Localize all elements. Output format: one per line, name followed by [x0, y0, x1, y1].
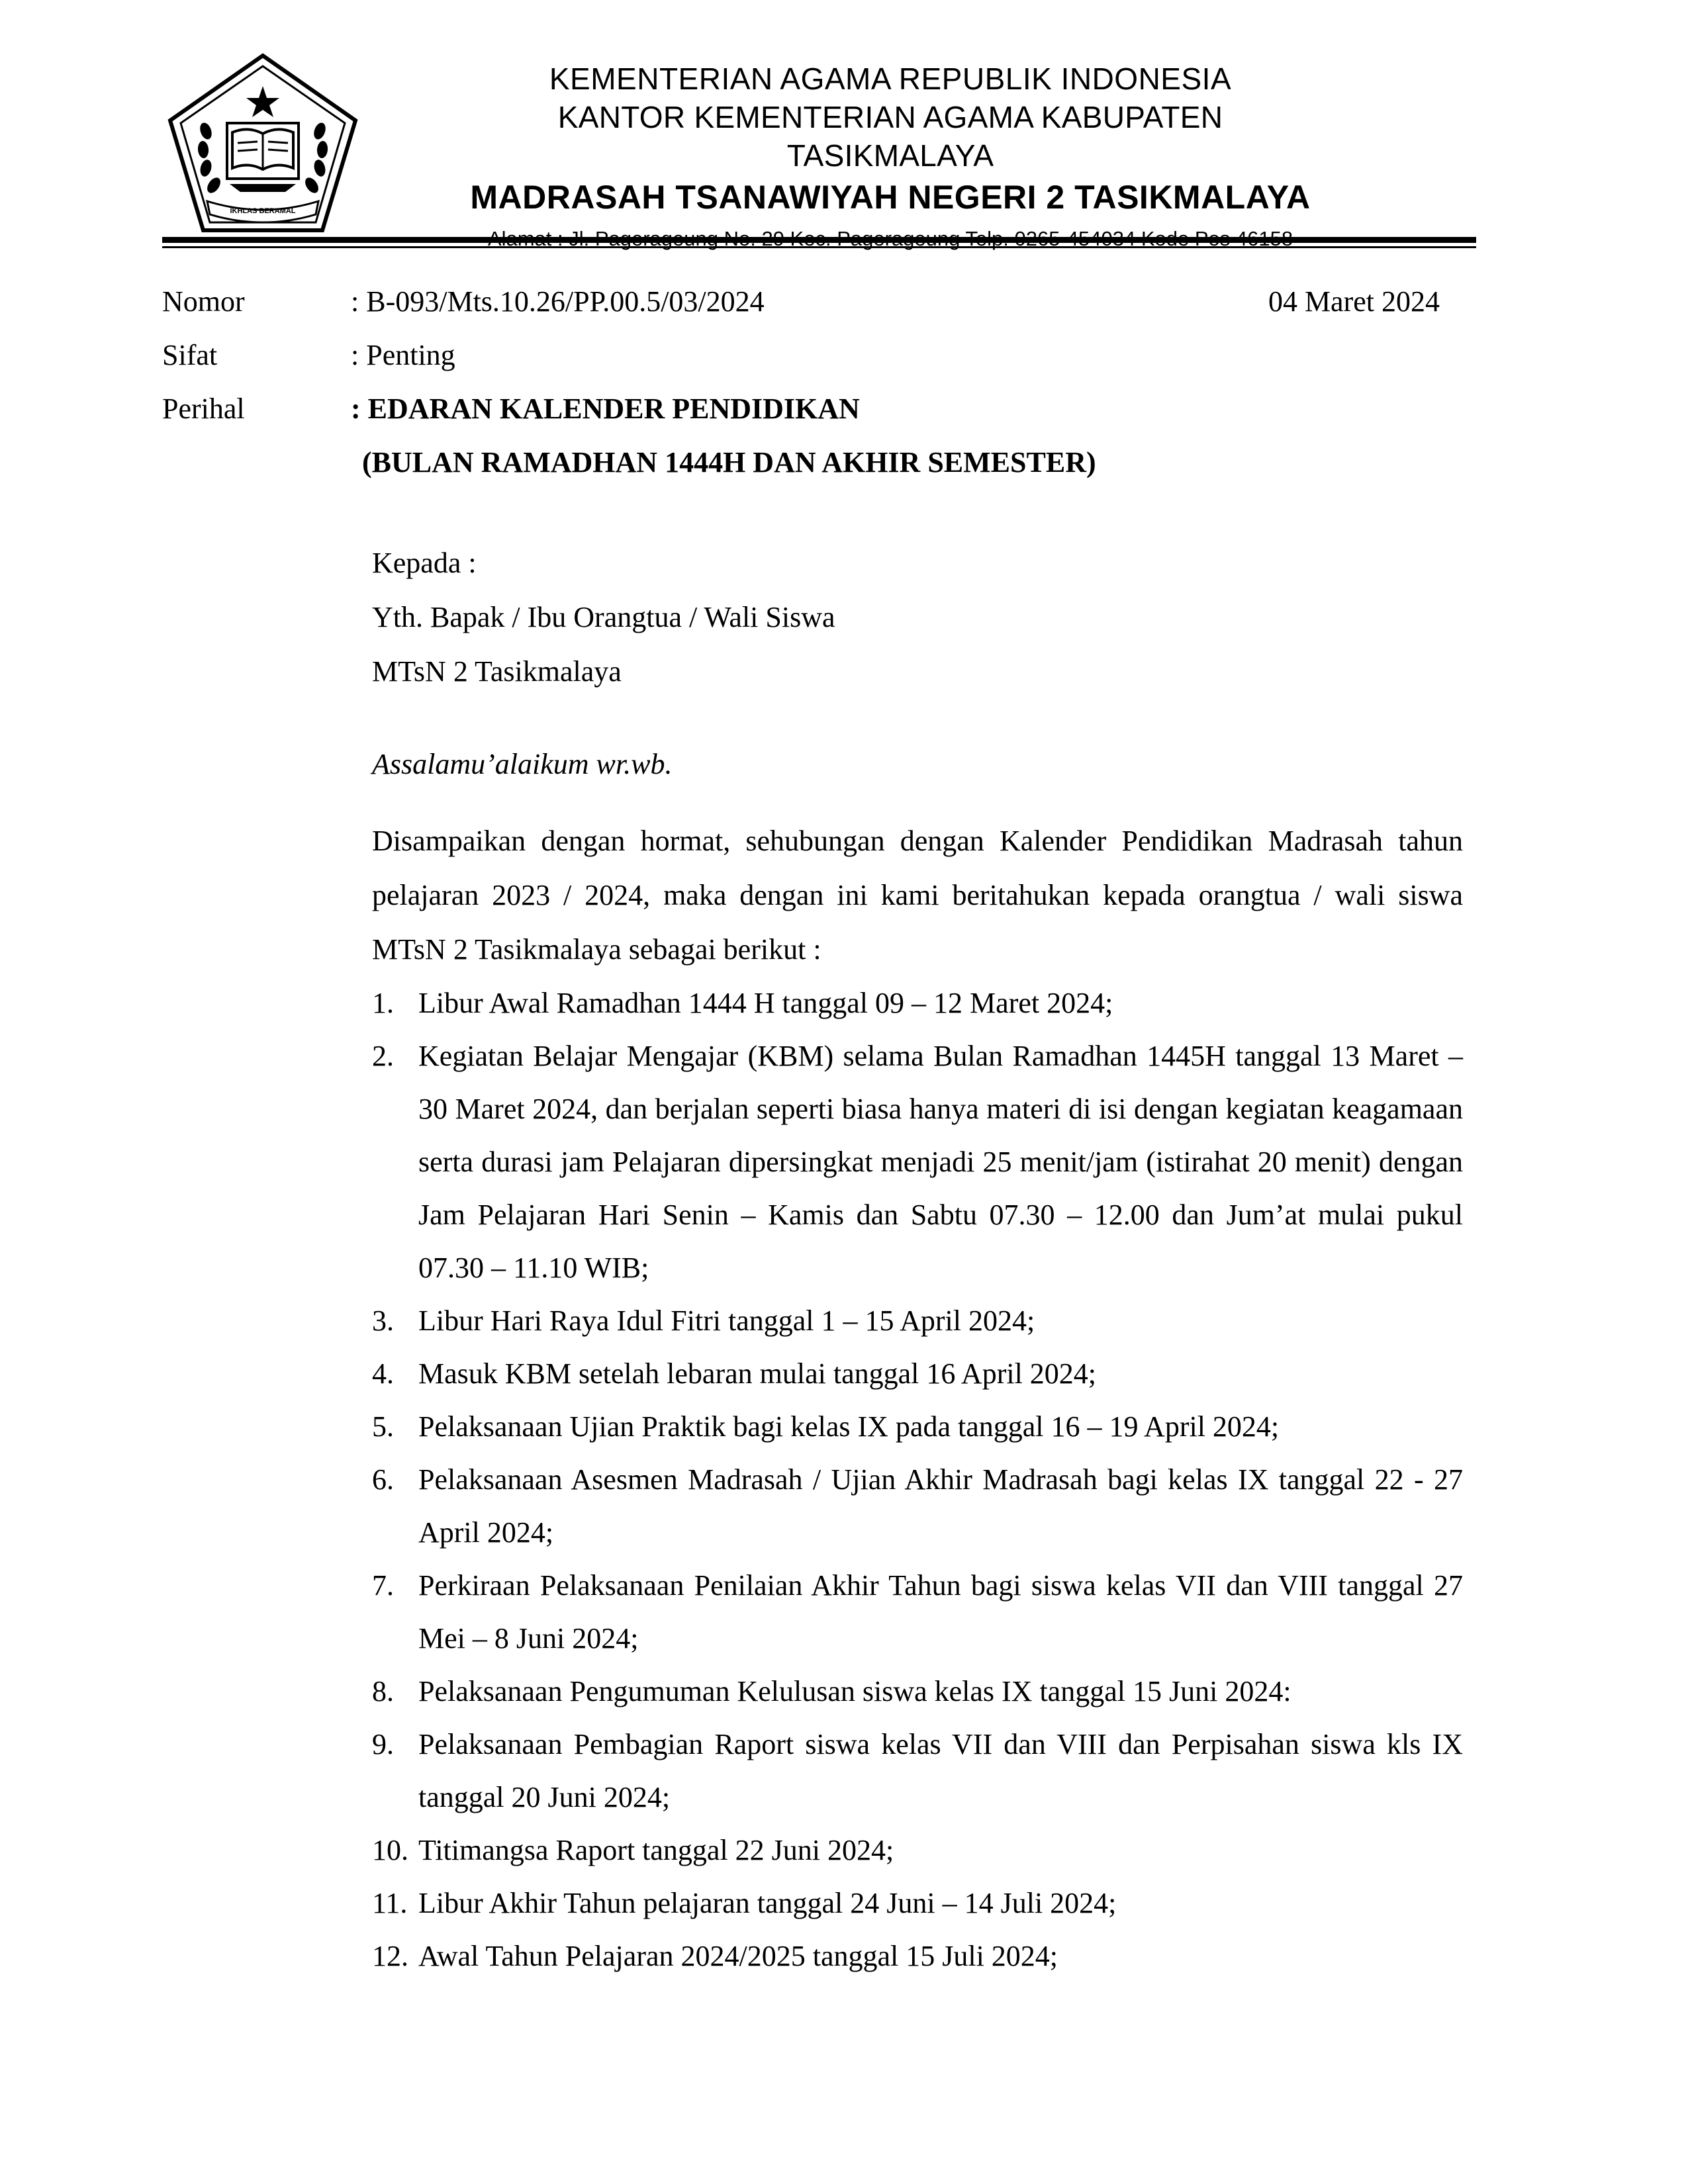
list-item-number: 6. [372, 1463, 394, 1496]
list-item-number: 7. [372, 1569, 394, 1602]
recipient-block [372, 536, 835, 699]
recipient-institution: MTsN 2 Tasikmalaya [372, 655, 622, 688]
greeting-text: Assalamu’alaikum wr.wb. [372, 748, 673, 780]
perihal-row [162, 392, 1446, 432]
list-item-number: 3. [372, 1304, 394, 1337]
list-item-text: Masuk KBM setelah lebaran mulai tanggal 16 April 2024; [418, 1357, 1097, 1390]
list-item [372, 1347, 1463, 1400]
nomor-label: Nomor [162, 285, 245, 318]
greeting [372, 737, 672, 792]
list-item-text: Libur Akhir Tahun pelajaran tanggal 24 Juni – 14 Juli 2024; [418, 1887, 1117, 1919]
list-item [372, 1665, 1463, 1718]
list-item-number: 10. [372, 1834, 408, 1866]
list-item [372, 1559, 1463, 1665]
list-item-text: Awal Tahun Pelajaran 2024/2025 tanggal 15 Juli 2024; [418, 1940, 1058, 1972]
list-item [372, 1930, 1463, 1983]
letter-date: 04 Maret 2024 [1268, 285, 1440, 318]
list-item [372, 977, 1463, 1030]
list-item [372, 1718, 1463, 1824]
list-item [372, 1877, 1463, 1930]
logo-ribbon-text: IKHLAS BERAMAL [230, 207, 296, 215]
letterhead-divider-thin [162, 246, 1476, 248]
list-item-text: Pelaksanaan Asesmen Madrasah / Ujian Akhir Madrasah bagi kelas IX tanggal 22 - 27 April 2024; [418, 1463, 1463, 1549]
list-item-text: Titimangsa Raport tanggal 22 Juni 2024; [418, 1834, 894, 1866]
intro-paragraph: Disampaikan dengan hormat, sehubungan dengan Kalender Pendidikan Madrasah tahun pelajaran 2023 / 2024, maka dengan ini kami beritahukan kepada orangtua / wali siswa MTsN 2 Tasikmalaya sebagai berikut : [372, 825, 1463, 966]
list-item-text: Pelaksanaan Pembagian Raport siswa kelas VII dan VIII dan Perpisahan siswa kls IX tanggal 20 Juni 2024; [418, 1728, 1463, 1813]
list-item-number: 9. [372, 1728, 394, 1760]
ministry-name: KEMENTERIAN AGAMA REPUBLIK INDONESIA [549, 62, 1232, 96]
letterhead [162, 52, 1476, 250]
list-item-number: 1. [372, 987, 394, 1019]
office-name: KANTOR KEMENTERIAN AGAMA KABUPATEN TASIKMALAYA [557, 100, 1223, 173]
list-item-text: Perkiraan Pelaksanaan Penilaian Akhir Tahun bagi siswa kelas VII dan VIII tanggal 27 Mei – 8 Juni 2024; [418, 1569, 1463, 1655]
letterhead-divider-thick [162, 237, 1476, 243]
perihal-row-2 [162, 445, 1446, 485]
sifat-value: : Penting [351, 339, 455, 371]
letterhead-text [453, 60, 1327, 255]
nomor-row [162, 285, 1446, 324]
list-item [372, 1824, 1463, 1877]
perihal-label: Perihal [162, 392, 245, 425]
list-item-number: 2. [372, 1040, 394, 1072]
list-item-text: Pelaksanaan Pengumuman Kelulusan siswa kelas IX tanggal 15 Juni 2024: [418, 1675, 1291, 1707]
list-item-number: 12. [372, 1940, 408, 1972]
sifat-label: Sifat [162, 339, 218, 371]
list-item-number: 5. [372, 1410, 394, 1443]
perihal-value: : EDARAN KALENDER PENDIDIKAN [351, 392, 860, 425]
sifat-row [162, 338, 1446, 378]
list-item [372, 1400, 1463, 1453]
list-item-text: Kegiatan Belajar Mengajar (KBM) selama Bulan Ramadhan 1445H tanggal 13 Maret – 30 Maret 2024, dan berjalan seperti biasa hanya materi di isi dengan kegiatan keagamaan serta durasi jam Pelajaran dipersingkat menjadi 25 menit/jam (istirahat 20 menit) dengan Jam Pelajaran Hari Senin – Kamis dan Sabtu 07.30 – 12.00 dan Jum’at mulai pukul 07.30 – 11.10 WIB; [418, 1040, 1463, 1284]
list-item-text: Pelaksanaan Ujian Praktik bagi kelas IX pada tanggal 16 – 19 April 2024; [418, 1410, 1280, 1443]
list-item-number: 11. [372, 1887, 408, 1919]
list-item [372, 1295, 1463, 1347]
recipient-name: Yth. Bapak / Ibu Orangtua / Wali Siswa [372, 601, 835, 633]
list-item [372, 1453, 1463, 1559]
list-item-text: Libur Awal Ramadhan 1444 H tanggal 09 – 12 Maret 2024; [418, 987, 1113, 1019]
list-item-number: 4. [372, 1357, 394, 1390]
school-name: MADRASAH TSANAWIYAH NEGERI 2 TASIKMALAYA [470, 179, 1311, 216]
nomor-value: : B-093/Mts.10.26/PP.00.5/03/2024 [351, 285, 765, 318]
kementerian-agama-emblem-icon [166, 52, 359, 234]
recipient-heading: Kepada : [372, 547, 477, 579]
list-item-number: 8. [372, 1675, 394, 1707]
list-item-text: Libur Hari Raya Idul Fitri tanggal 1 – 15 April 2024; [418, 1304, 1035, 1337]
perihal-value-2: (BULAN RAMADHAN 1444H DAN AKHIR SEMESTER) [362, 446, 1096, 478]
list-item [372, 1030, 1463, 1295]
calendar-list [372, 977, 1463, 1983]
